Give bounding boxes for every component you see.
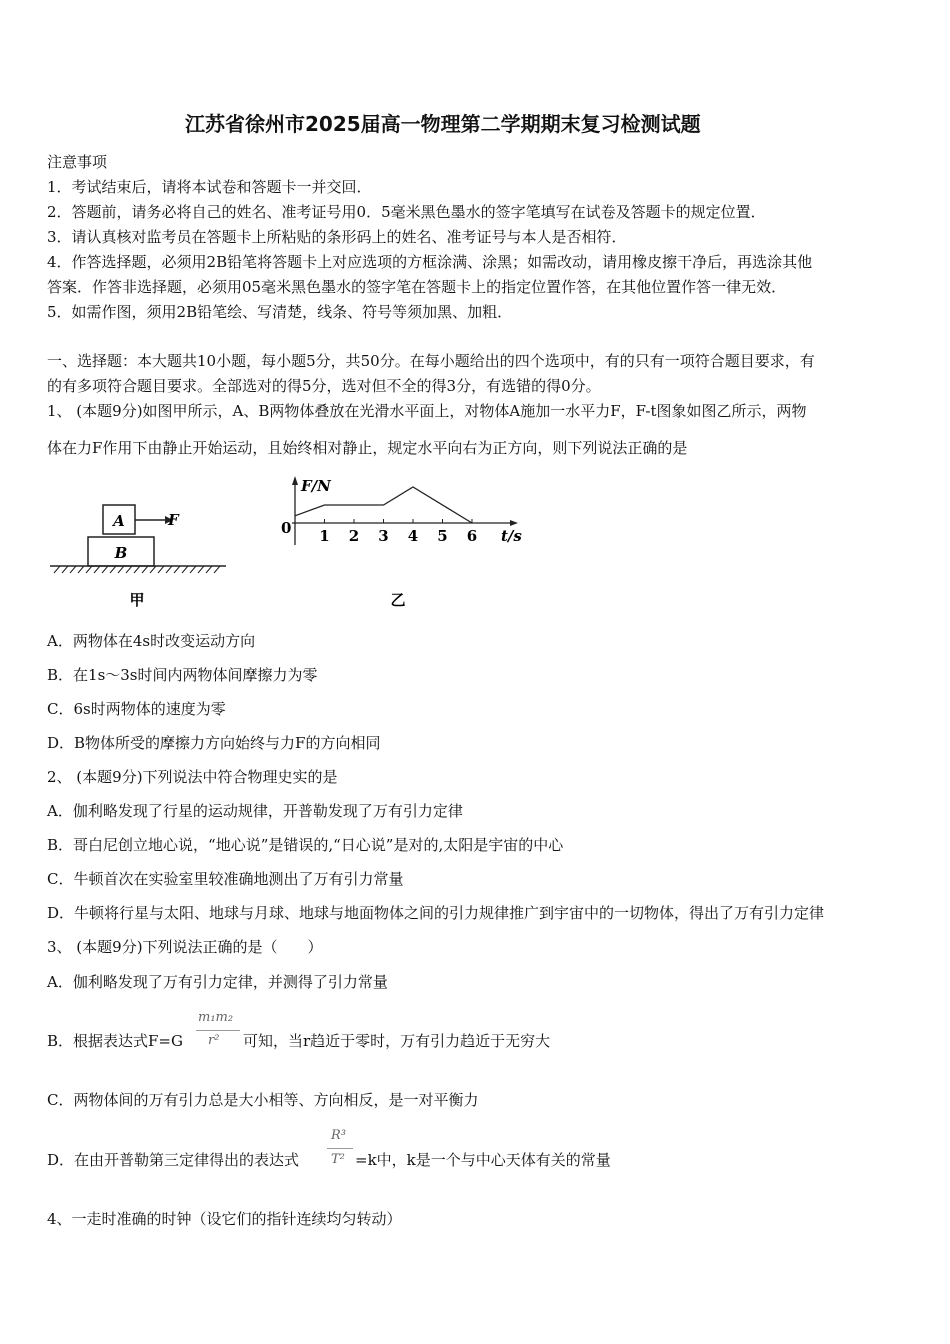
- x-tick-label: 2: [348, 527, 360, 545]
- q2-option-d: D．牛顿将行星与太阳、地球与月球、地球与地面物体之间的引力规律推广到宇宙中的一切物体，得出了万有引力定律: [47, 904, 825, 922]
- q3-option-b-numerator: m₁m₂: [198, 1010, 234, 1025]
- q2-option-a: A．伽利略发现了行星的运动规律，开普勒发现了万有引力定律: [47, 802, 463, 820]
- figure-caption-yi: 乙: [390, 591, 406, 609]
- q3-option-c: C．两物体间的万有引力总是大小相等、方向相反，是一对平衡力: [47, 1091, 479, 1109]
- q3-option-a: A．伽利略发现了万有引力定律，并测得了引力常量: [47, 973, 388, 991]
- q1-option-a: A．两物体在4s时改变运动方向: [47, 632, 256, 650]
- q1-option-b: B．在1s～3s时间内两物体间摩擦力为零: [47, 666, 318, 684]
- q4-stem: 4、一走时准确的时钟（设它们的指针连续均匀转动）: [47, 1210, 402, 1228]
- x-axis-arrow: [510, 520, 518, 526]
- notice-item: 答案．作答非选择题，必须用05毫米黑色墨水的签字笔在答题卡上的指定位置作答，在其他位置作答一律无效．: [47, 278, 787, 296]
- q3-option-d-prefix: D．在由开普勒第三定律得出的表达式: [47, 1151, 300, 1169]
- q3-option-d-suffix: =k中，k是一个与中心天体有关的常量: [355, 1151, 611, 1169]
- q1-stem: 体在力F作用下由静止开始运动，且始终相对静止，规定水平向右为正方向，则下列说法正确的是: [47, 439, 688, 457]
- notice-heading: 注意事项: [47, 153, 108, 171]
- notice-item: 5．如需作图，须用2B铅笔绘、写清楚，线条、符号等须加黑、加粗．: [47, 303, 513, 321]
- x-tick-label: 1: [319, 527, 330, 545]
- force-label: F: [168, 511, 179, 529]
- notice-item: 4．作答选择题，必须用2B铅笔将答题卡上对应选项的方框涂满、涂黑；如需改动，请用橡皮擦干净后，再选涂其他: [47, 253, 813, 271]
- q3-option-b-denominator: r²: [208, 1033, 220, 1048]
- q3-option-b-suffix: 可知，当r趋近于零时，万有引力趋近于无穷大: [243, 1032, 551, 1050]
- q1-option-d: D．B物体所受的摩擦力方向始终与力F的方向相同: [47, 734, 381, 752]
- block-a-label: A: [113, 512, 125, 530]
- x-axis-label: t/s: [501, 527, 522, 545]
- figure-jia: [40, 495, 240, 615]
- notice-item: 3．请认真核对监考员在答题卡上所粘贴的条形码上的姓名、准考证号与本人是否相符．: [47, 228, 627, 246]
- q3-option-d-denominator: T²: [331, 1152, 345, 1167]
- y-axis-label: F/N: [301, 477, 331, 495]
- q2-option-c: C．牛顿首次在实验室里较准确地测出了万有引力常量: [47, 870, 404, 888]
- q3-option-d-numerator: R³: [331, 1128, 346, 1143]
- fraction-bar: [327, 1148, 353, 1149]
- notice-item: 1．考试结束后，请将本试卷和答题卡一并交回．: [47, 178, 372, 196]
- y-axis-arrow: [292, 476, 298, 485]
- figure-caption-jia: 甲: [129, 591, 145, 609]
- block-b-label: B: [114, 544, 128, 562]
- q1-option-c: C．6s时两物体的速度为零: [47, 700, 226, 718]
- q3-stem: 3、 (本题9分)下列说法正确的是（ ）: [47, 938, 323, 956]
- page-title: 江苏省徐州市2025届高一物理第二学期期末复习检测试题: [185, 112, 701, 136]
- x-tick-label: 4: [407, 527, 419, 545]
- origin-label: 0: [281, 519, 292, 537]
- x-tick-label: 5: [437, 527, 448, 545]
- section-heading: 一、选择题：本大题共10小题，每小题5分，共50分。在每小题给出的四个选项中，有的只有一项符合题目要求，有: [47, 352, 815, 370]
- section-heading: 的有多项符合题目要求。全部选对的得5分，选对但不全的得3分，有选错的得0分。: [47, 377, 601, 395]
- q3-option-b-prefix: B．根据表达式F=G: [47, 1032, 183, 1050]
- q2-stem: 2、 (本题9分)下列说法中符合物理史实的是: [47, 768, 338, 786]
- notice-item: 2．答题前，请务必将自己的姓名、准考证号用0．5毫米黑色墨水的签字笔填写在试卷及答题卡的规定位置．: [47, 203, 766, 221]
- q2-option-b: B．哥白尼创立地心说，“地心说”是错误的,“日心说”是对的,太阳是宇宙的中心: [47, 836, 564, 854]
- x-tick-label: 6: [466, 527, 478, 545]
- q1-stem: 1、 (本题9分)如图甲所示，A、B两物体叠放在光滑水平面上，对物体A施加一水平力F，F-t图象如图乙所示，两物: [47, 402, 807, 420]
- x-tick-label: 3: [378, 527, 389, 545]
- figure-yi-chart: [270, 465, 540, 615]
